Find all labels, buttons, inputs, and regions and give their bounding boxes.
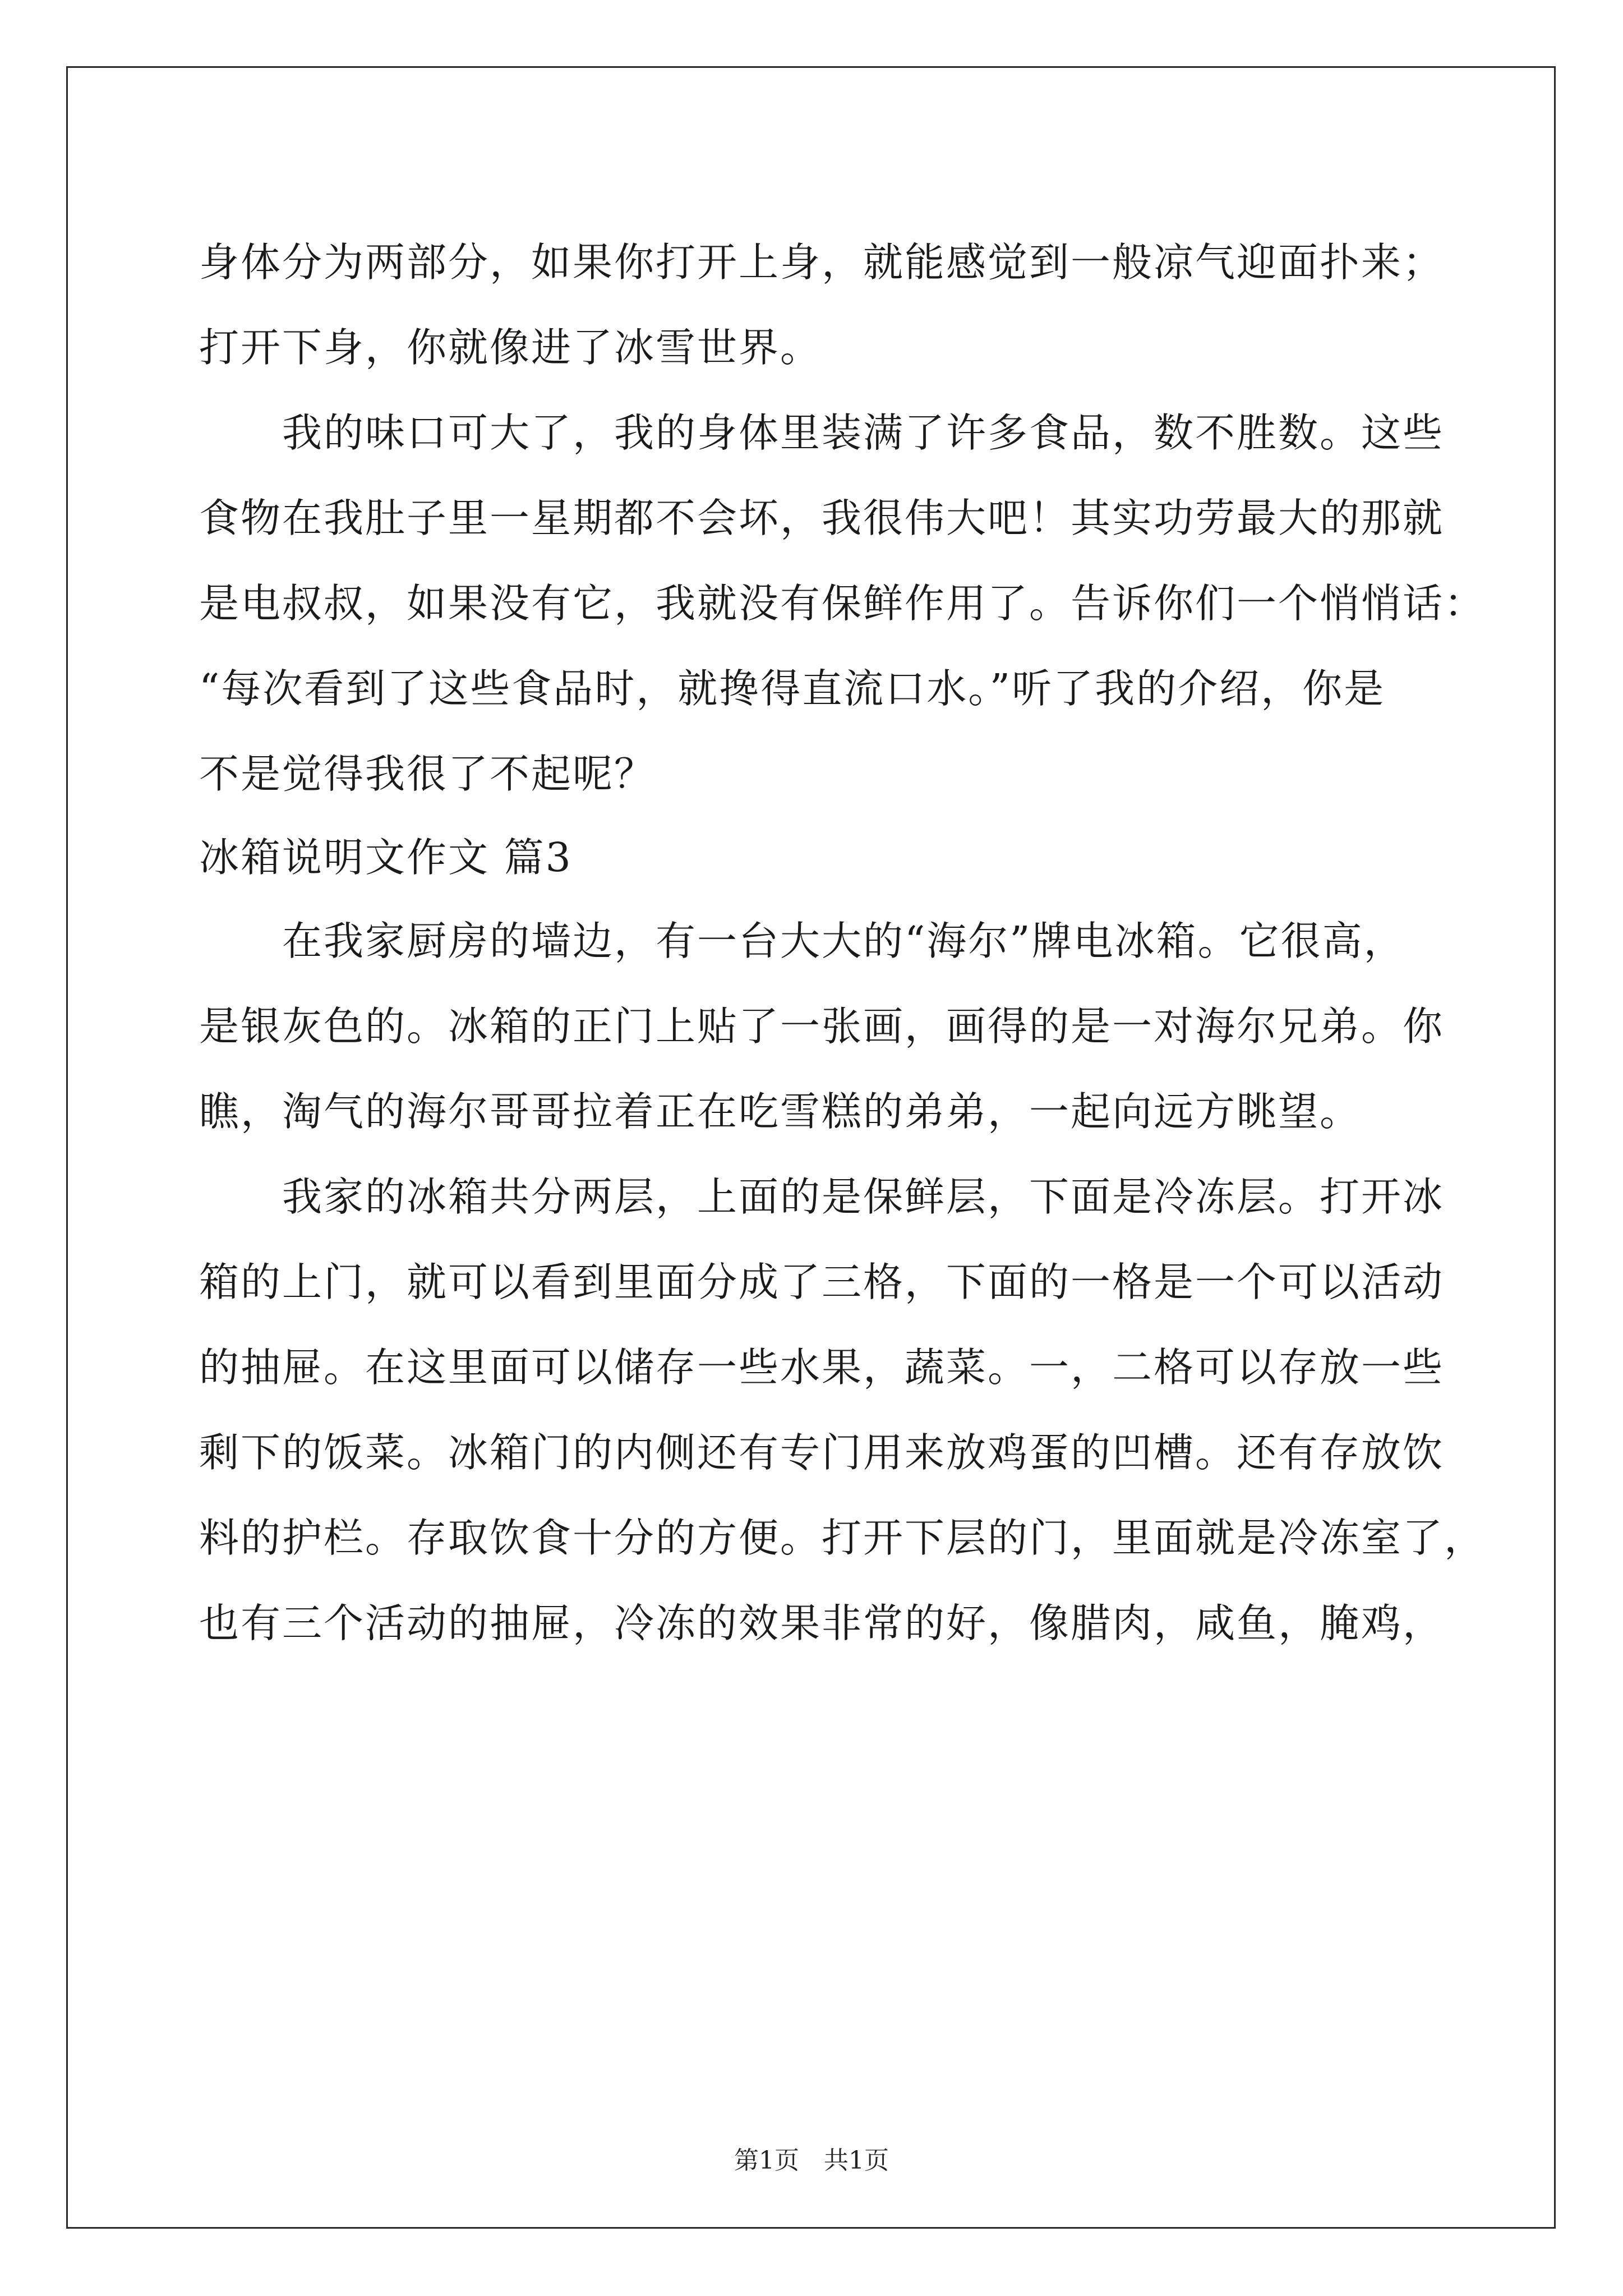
text-line: 剩下的饭菜。冰箱门的内侧还有专门用来放鸡蛋的凹槽。还有存放饮 — [199, 1429, 1445, 1476]
text-line: 身体分为两部分，如果你打开上身，就能感觉到一般凉气迎面扑来； — [199, 239, 1445, 286]
text-line: 料的护栏。存取饮食十分的方便。打开下层的门，里面就是冷冻室了， — [199, 1515, 1486, 1561]
text-line: 不是觉得我很了不起呢？ — [199, 751, 656, 797]
text-line: 是电叔叔，如果没有它，我就没有保鲜作用了。告诉你们一个悄悄话： — [199, 580, 1486, 627]
text-line: 也有三个活动的抽屉，冷冻的效果非常的好，像腊肉，咸鱼，腌鸡， — [199, 1600, 1445, 1646]
text-line: 食物在我肚子里一星期都不会坏，我很伟大吧！其实功劳最大的那就 — [199, 495, 1445, 541]
text-line: 我家的冰箱共分两层，上面的是保鲜层，下面是冷冻层。打开冰 — [199, 1174, 1445, 1220]
text-line: 打开下身，你就像进了冰雪世界。 — [199, 324, 822, 371]
text-line: 箱的上门，就可以看到里面分成了三格，下面的一格是一个可以活动 — [199, 1259, 1445, 1305]
text-line: 在我家厨房的墙边，有一台大大的“海尔”牌电冰箱。它很高， — [199, 918, 1405, 964]
text-line: 瞧，淘气的海尔哥哥拉着正在吃雪糕的弟弟，一起向远方眺望。 — [199, 1088, 1362, 1135]
text-line: 是银灰色的。冰箱的正门上贴了一张画，画得的是一对海尔兄弟。你 — [199, 1003, 1445, 1050]
text-line: 我的味口可大了，我的身体里装满了许多食品，数不胜数。这些 — [199, 409, 1445, 456]
text-line: “每次看到了这些食品时，就搀得直流口水。”听了我的介绍，你是 — [199, 665, 1386, 712]
page-footer: 第1页 共1页 — [734, 2146, 889, 2175]
section-heading: 冰箱说明文作文 篇3 — [199, 834, 573, 881]
document-body — [199, 220, 1486, 1666]
text-line: 的抽屉。在这里面可以储存一些水果，蔬菜。一，二格可以存放一些 — [199, 1344, 1445, 1391]
